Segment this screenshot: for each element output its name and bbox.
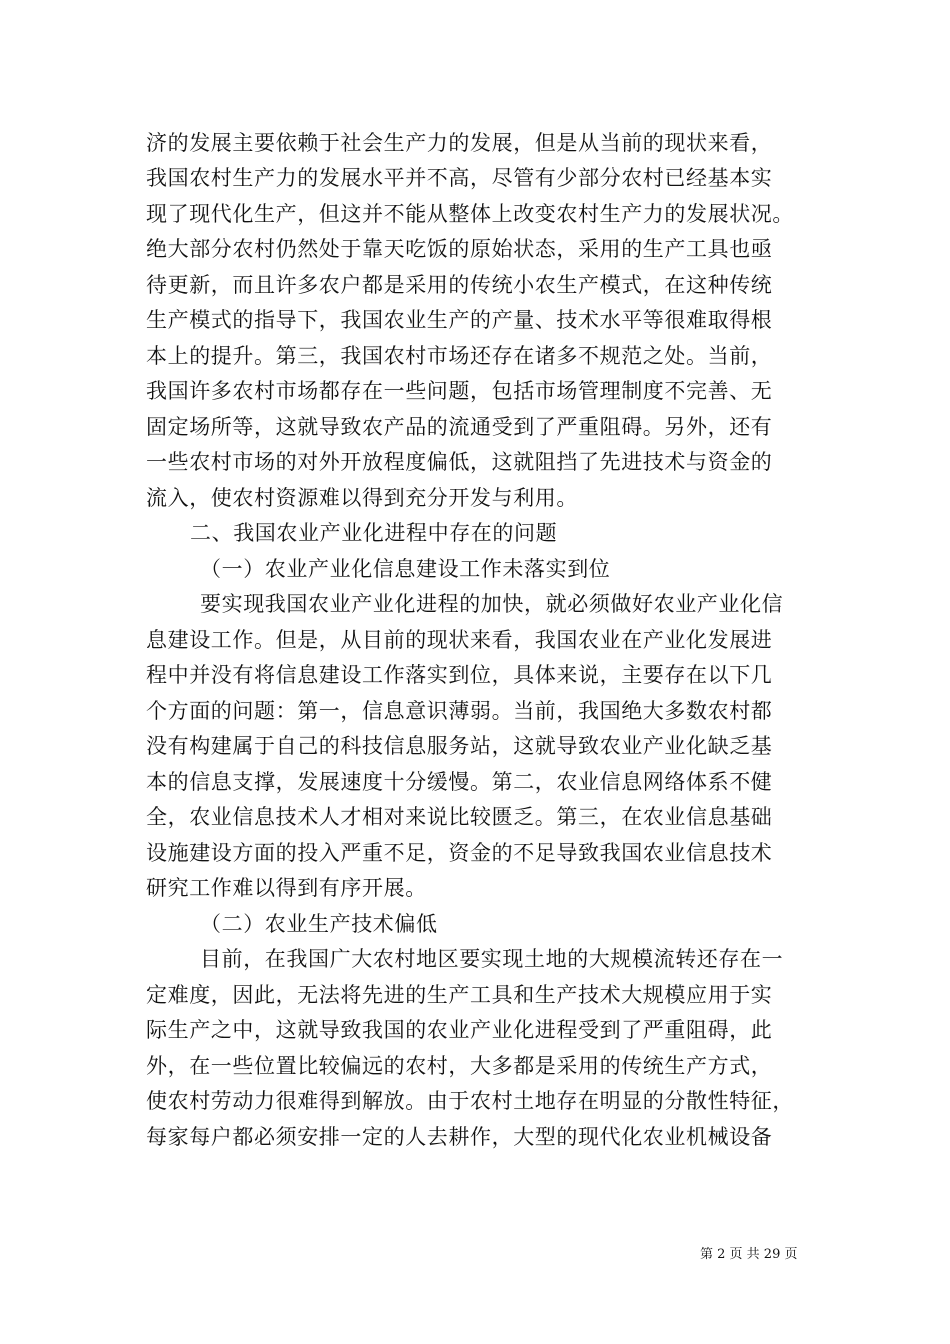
body-text-line: 个方面的问题：第一，信息意识薄弱。当前，我国绝大多数农村都: [146, 699, 773, 723]
body-text-line: 定难度，因此，无法将先进的生产工具和生产技术大规模应用于实: [146, 983, 773, 1007]
body-text-line: 使农村劳动力很难得到解放。由于农村土地存在明显的分散性特征，: [146, 1089, 794, 1113]
body-text-line: 我国农村生产力的发展水平并不高，尽管有少部分农村已经基本实: [146, 166, 773, 190]
body-text-line: 际生产之中，这就导致我国的农业产业化进程受到了严重阻碍，此: [146, 1018, 773, 1042]
body-text-line: 我国许多农村市场都存在一些问题，包括市场管理制度不完善、无: [146, 379, 773, 403]
body-text-line: 息建设工作。但是，从目前的现状来看，我国农业在产业化发展进: [146, 628, 773, 652]
subsection-heading: （一）农业产业化信息建设工作未落实到位: [200, 557, 611, 581]
page-number-footer: 第 2 页 共 29 页: [700, 1247, 798, 1262]
body-text-line: 济的发展主要依赖于社会生产力的发展，但是从当前的现状来看，: [146, 131, 773, 155]
body-text-line: 研究工作难以得到有序开展。: [146, 876, 427, 900]
body-text-line: 目前，在我国广大农村地区要实现土地的大规模流转还存在一: [200, 947, 784, 971]
body-text-line: 程中并没有将信息建设工作落实到位，具体来说，主要存在以下几: [146, 663, 773, 687]
body-text-line: 本的信息支撑，发展速度十分缓慢。第二，农业信息网络体系不健: [146, 770, 773, 794]
body-text-line: 本上的提升。第三，我国农村市场还存在诸多不规范之处。当前，: [146, 344, 773, 368]
body-text-line: 固定场所等，这就导致农产品的流通受到了严重阻碍。另外，还有: [146, 415, 773, 439]
body-text-line: 现了现代化生产，但这并不能从整体上改变农村生产力的发展状况。: [146, 202, 794, 226]
body-text-line: 流入，使农村资源难以得到充分开发与利用。: [146, 486, 578, 510]
body-text-line: 每家每户都必须安排一定的人去耕作，大型的现代化农业机械设备: [146, 1125, 773, 1149]
section-heading: 二、我国农业产业化进程中存在的问题: [190, 521, 558, 545]
body-text-line: 没有构建属于自己的科技信息服务站，这就导致农业产业化缺乏基: [146, 734, 773, 758]
subsection-heading: （二）农业生产技术偏低: [200, 912, 438, 936]
body-text-line: 待更新，而且许多农户都是采用的传统小农生产模式，在这种传统: [146, 273, 773, 297]
body-text-line: 要实现我国农业产业化进程的加快，就必须做好农业产业化信: [200, 592, 784, 616]
body-text-line: 全，农业信息技术人才相对来说比较匮乏。第三，在农业信息基础: [146, 805, 773, 829]
body-text-line: 外，在一些位置比较偏远的农村，大多都是采用的传统生产方式，: [146, 1054, 773, 1078]
body-text-line: 设施建设方面的投入严重不足，资金的不足导致我国农业信息技术: [146, 841, 773, 865]
body-text-line: 绝大部分农村仍然处于靠天吃饭的原始状态，采用的生产工具也亟: [146, 237, 773, 261]
body-text-line: 生产模式的指导下，我国农业生产的产量、技术水平等很难取得根: [146, 308, 773, 332]
body-text-line: 一些农村市场的对外开放程度偏低，这就阻挡了先进技术与资金的: [146, 450, 773, 474]
